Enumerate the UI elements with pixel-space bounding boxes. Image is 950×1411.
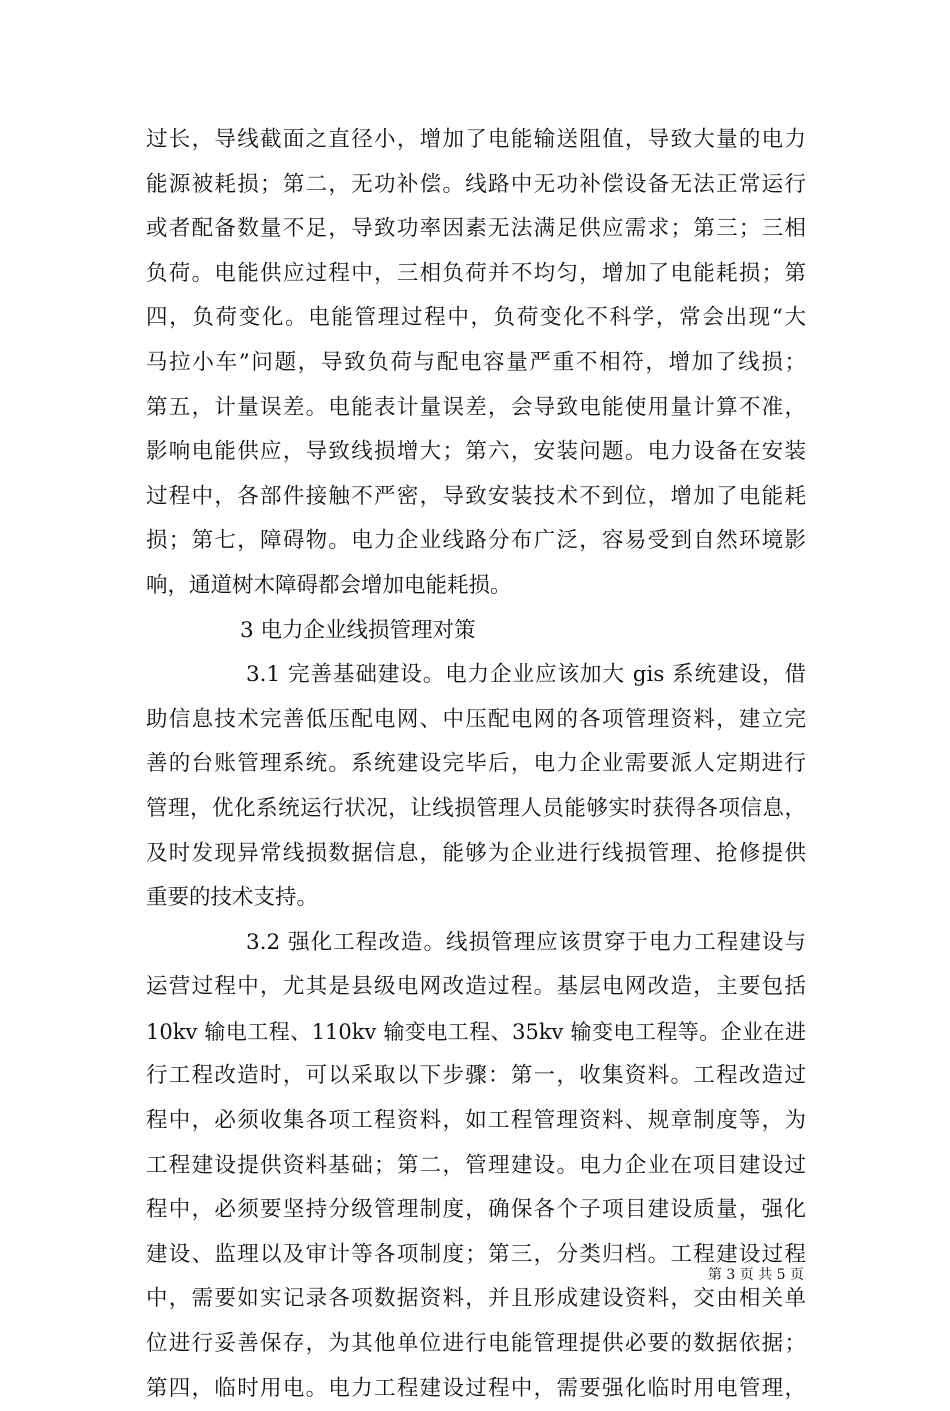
text-line: 中，需要如实记录各项数据资料，并且形成建设资料，交由相关单 [146, 1286, 806, 1312]
text-line: 过长，导线截面之直径小，增加了电能输送阻值，导致大量的电力 [146, 127, 806, 152]
text-line: 或者配备数量不足，导致功率因素无法满足供应需求；第三；三相 [146, 216, 806, 242]
document-body [146, 118, 806, 1411]
text-line: 响，通道树木障碍都会增加电能耗损。 [146, 572, 512, 598]
text-line: 运营过程中，尤其是县级电网改造过程。基层电网改造，主要包括 [146, 974, 806, 1000]
text-line: 程中，必须收集各项工程资料，如工程管理资料、规章制度等，为 [146, 1108, 806, 1134]
text-line: 及时发现异常线损数据信息，能够为企业进行线损管理、抢修提供 [146, 840, 806, 866]
text-line: 能源被耗损；第二，无功补偿。线路中无功补偿设备无法正常运行 [146, 171, 806, 197]
text-line: 工程建设提供资料基础；第二，管理建设。电力企业在项目建设过 [146, 1152, 806, 1178]
text-line: 行工程改造时，可以采取以下步骤：第一，收集资料。工程改造过 [146, 1063, 806, 1089]
text-line: 建设、监理以及审计等各项制度；第三，分类归档。工程建设过程 [146, 1241, 806, 1267]
text-line: 马拉小车”问题，导致负荷与配电容量严重不相符，增加了线损； [146, 349, 806, 375]
text-line: 位进行妥善保存，为其他单位进行电能管理提供必要的数据依据； [146, 1331, 806, 1357]
text-line: 10kv 输电工程、110kv 输变电工程、35kv 输变电工程等。企业在进 [146, 1019, 806, 1044]
text-line: 重要的技术支持。 [146, 885, 319, 911]
text-line: 第四，临时用电。电力工程建设过程中，需要强化临时用电管理， [146, 1375, 806, 1401]
page-number-footer: 第 3 页 共 5 页 [707, 1267, 804, 1283]
text-line: 四，负荷变化。电能管理过程中，负荷变化不科学，常会出现“大 [146, 305, 806, 331]
text-line: 第五，计量误差。电能表计量误差，会导致电能使用量计算不准， [146, 394, 806, 420]
text-line: 过程中，各部件接触不严密，导致安装技术不到位，增加了电能耗 [146, 483, 806, 509]
text-line: 损；第七，障碍物。电力企业线路分布广泛，容易受到自然环境影 [146, 528, 806, 554]
text-line: 助信息技术完善低压配电网、中压配电网的各项管理资料，建立完 [146, 706, 806, 732]
section-heading: 3 电力企业线损管理对策 [240, 617, 476, 643]
text-line: 善的台账管理系统。系统建设完毕后，电力企业需要派人定期进行 [146, 751, 806, 777]
text-line: 管理，优化系统运行状况，让线损管理人员能够实时获得各项信息， [146, 795, 806, 821]
text-line: 影响电能供应，导致线损增大；第六，安装问题。电力设备在安装 [146, 439, 806, 465]
text-line: 负荷。电能供应过程中，三相负荷并不均匀，增加了电能耗损；第 [146, 260, 806, 286]
text-line: 程中，必须要坚持分级管理制度，确保各个子项目建设质量，强化 [146, 1197, 806, 1223]
text-line: 3.2 强化工程改造。线损管理应该贯穿于电力工程建设与 [246, 929, 806, 955]
text-line: 3.1 完善基础建设。电力企业应该加大 gis 系统建设，借 [246, 662, 806, 688]
